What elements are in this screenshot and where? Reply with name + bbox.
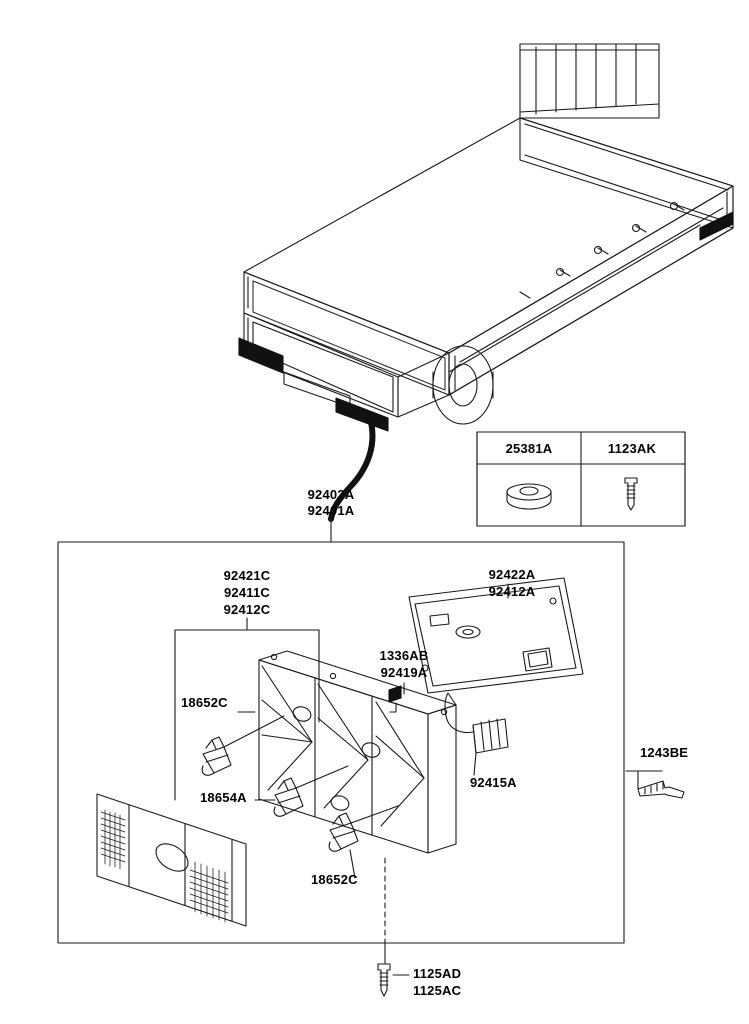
label-92411c: 92411C: [223, 585, 271, 600]
label-92422a: 92422A: [488, 567, 536, 582]
label-1336ab: 1336AB: [379, 648, 429, 663]
bed-side-left: [244, 272, 449, 395]
mudflap-left: [239, 338, 283, 373]
label-92421c: 92421C: [223, 568, 271, 583]
bolt-1243be: [626, 771, 684, 798]
label-1125ad: 1125AD: [413, 966, 462, 981]
label-92419a: 92419A: [380, 665, 428, 680]
tailgate: [449, 186, 733, 395]
label-1125ac: 1125AC: [413, 983, 462, 998]
label-1243be: 1243BE: [640, 745, 689, 760]
label-92415a: 92415A: [470, 775, 517, 790]
label-92402a: 92402A: [307, 487, 355, 502]
rear-wheel: [433, 346, 493, 424]
label-18654a: 18654A: [200, 790, 247, 805]
bed-side-right: [520, 118, 733, 228]
label-18652c-bottom: 18652C: [311, 872, 358, 887]
label-92412c: 92412C: [223, 602, 271, 617]
truck-bed-illustration: [239, 44, 733, 431]
label-92412a: 92412A: [488, 584, 536, 599]
table-header-25381a: 25381A: [505, 441, 553, 456]
headboard-frame: [520, 44, 659, 118]
label-92401a: 92401A: [307, 503, 355, 518]
table-header-1123ak: 1123AK: [607, 441, 657, 456]
label-18652c-top: 18652C: [181, 695, 228, 710]
rail-block-right: [700, 212, 733, 240]
bed-floor: [244, 118, 733, 353]
